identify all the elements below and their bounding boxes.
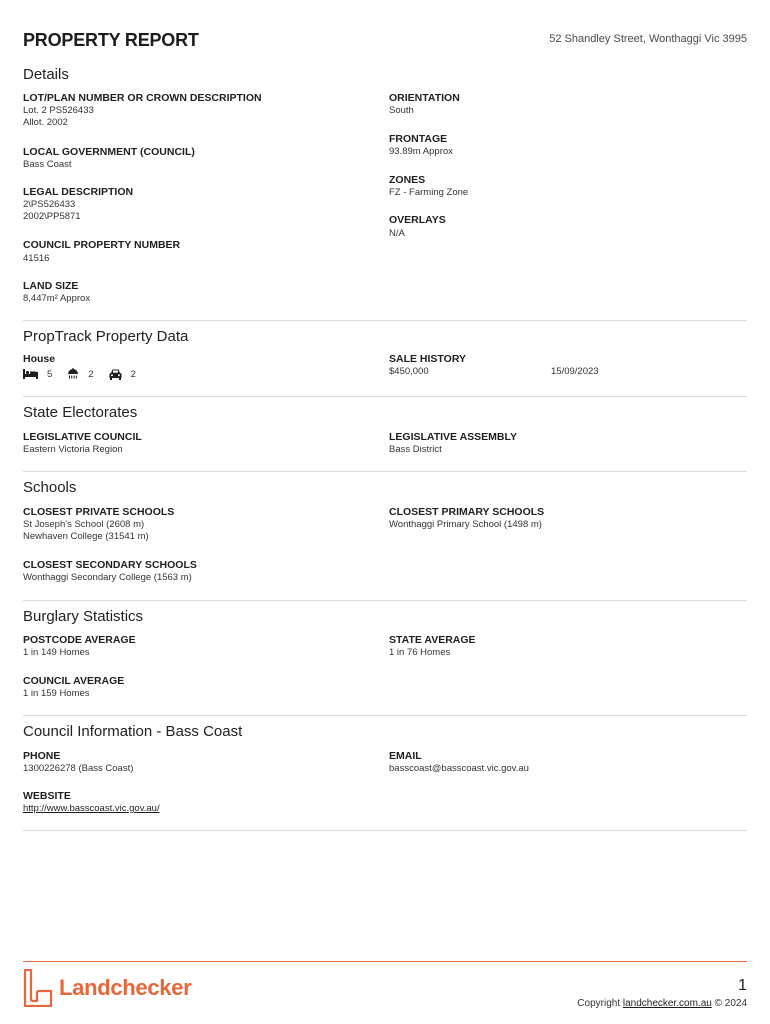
field-value: Wonthaggi Primary School (1498 m) [389, 519, 542, 530]
website-field [23, 790, 353, 815]
field-value: South [389, 105, 414, 116]
car-spaces-count: 2 [130, 368, 136, 380]
copyright-prefix: Copyright [577, 998, 623, 1009]
legislative-assembly-field [389, 431, 719, 456]
field-label: FRONTAGE [389, 133, 448, 145]
property-features [23, 368, 353, 380]
field-value: Newhaven College (31541 m) [23, 531, 149, 542]
field-value: 8,447m² Approx [23, 293, 91, 304]
field-label: PHONE [23, 750, 61, 762]
council-info-section [23, 723, 747, 830]
report-title: PROPERTY REPORT [23, 30, 199, 50]
field-value: 93.89m Approx [389, 146, 453, 157]
primary-schools-field [389, 506, 719, 531]
field-label: LOT/PLAN NUMBER OR CROWN DESCRIPTION [23, 92, 262, 104]
burglary-section [23, 608, 747, 714]
section-divider [23, 600, 747, 601]
car-icon [109, 369, 122, 380]
field-value: Wonthaggi Secondary College (1563 m) [23, 572, 192, 583]
state-average-field [389, 634, 719, 659]
field-value: St Joseph's School (2608 m) [23, 519, 145, 530]
field-label: WEBSITE [23, 790, 71, 802]
orientation-field [389, 92, 719, 117]
proptrack-section [23, 328, 747, 396]
field-value: 1 in 76 Homes [389, 647, 451, 658]
field-label: POSTCODE AVERAGE [23, 634, 136, 646]
section-title-council-info: Council Information - Bass Coast [23, 723, 243, 740]
section-divider [23, 715, 747, 716]
property-address: 52 Shandley Street, Wonthaggi Vic 3995 [549, 33, 747, 45]
field-label: CLOSEST SECONDARY SCHOOLS [23, 559, 197, 571]
bedrooms-count: 5 [47, 368, 53, 380]
phone-field [23, 750, 353, 775]
field-label: LOCAL GOVERNMENT (COUNCIL) [23, 146, 195, 158]
field-label: OVERLAYS [389, 214, 446, 226]
field-label: CLOSEST PRIMARY SCHOOLS [389, 506, 545, 518]
field-value: N/A [389, 228, 405, 239]
section-divider [23, 830, 747, 831]
car-spaces-feature [109, 369, 136, 380]
field-value: FZ - Farming Zone [389, 187, 469, 198]
field-label: ZONES [389, 174, 426, 186]
field-value: 1 in 149 Homes [23, 647, 90, 658]
section-title-schools: Schools [23, 479, 77, 496]
schools-section [23, 479, 747, 599]
field-label: COUNCIL AVERAGE [23, 675, 125, 687]
field-value: Allot. 2002 [23, 117, 68, 128]
bedrooms-feature [23, 369, 52, 380]
overlays-field [389, 214, 719, 240]
bathrooms-feature [67, 368, 93, 380]
postcode-average-field [23, 634, 353, 659]
section-divider [23, 396, 747, 397]
landchecker-logo-icon [23, 969, 53, 1007]
field-label: LEGISLATIVE COUNCIL [23, 431, 142, 443]
bed-icon [23, 369, 38, 379]
field-label: ORIENTATION [389, 92, 460, 104]
section-title-details: Details [23, 66, 69, 83]
section-title-proptrack: PropTrack Property Data [23, 328, 189, 345]
report-page [23, 0, 747, 1024]
land-size-field [23, 280, 353, 305]
field-label: LEGAL DESCRIPTION [23, 186, 134, 198]
copyright-suffix: © 2024 [711, 998, 747, 1009]
page-number: 1 [738, 977, 747, 994]
property-type-field [23, 353, 353, 380]
email-value: basscoast@basscoast.vic.gov.au [389, 763, 529, 774]
field-label: EMAIL [389, 750, 422, 762]
field-label: CLOSEST PRIVATE SCHOOLS [23, 506, 175, 518]
bath-icon [67, 368, 79, 380]
council-property-number-field [23, 239, 353, 265]
property-type-label: House [23, 353, 56, 365]
frontage-field [389, 133, 719, 158]
field-value: 1 in 159 Homes [23, 688, 90, 699]
website-link[interactable]: http://www.basscoast.vic.gov.au/ [23, 803, 160, 814]
field-value: 2\PS526433 [23, 199, 76, 210]
field-label: LAND SIZE [23, 280, 79, 292]
section-title-electorates: State Electorates [23, 404, 138, 421]
field-value: 41516 [23, 253, 50, 264]
details-section [23, 66, 747, 321]
sale-price: $450,000 [389, 366, 429, 377]
field-label: SALE HISTORY [389, 353, 467, 365]
section-divider [23, 471, 747, 472]
field-label: COUNCIL PROPERTY NUMBER [23, 239, 181, 251]
section-divider [23, 320, 747, 321]
field-value: Lot. 2 PS526433 [23, 105, 94, 116]
field-label: STATE AVERAGE [389, 634, 476, 646]
copyright-notice [577, 998, 747, 1009]
legislative-council-field [23, 431, 353, 456]
section-title-burglary: Burglary Statistics [23, 608, 144, 625]
zones-field [389, 174, 719, 199]
electorates-section [23, 404, 747, 470]
private-schools-field [23, 506, 353, 543]
copyright-link[interactable]: landchecker.com.au [622, 998, 712, 1009]
legal-description-field [23, 186, 353, 223]
footer-divider [23, 961, 747, 962]
bathrooms-count: 2 [88, 368, 94, 380]
secondary-schools-field [23, 559, 353, 584]
landchecker-logo [23, 968, 191, 1008]
council-average-field [23, 675, 353, 700]
field-value: Bass Coast [23, 159, 72, 170]
local-government-field [23, 146, 353, 171]
lot-plan-field [23, 92, 353, 129]
brand-name: Landchecker [59, 975, 192, 1000]
field-value: 2002\PP5871 [23, 211, 81, 222]
field-value: Eastern Victoria Region [23, 444, 123, 455]
email-field [389, 750, 719, 775]
sale-date: 15/09/2023 [551, 366, 599, 377]
field-label: LEGISLATIVE ASSEMBLY [389, 431, 517, 443]
phone-value: 1300226278 (Bass Coast) [23, 763, 134, 774]
report-header [23, 28, 747, 52]
sale-history-field [389, 353, 719, 378]
field-value: Bass District [389, 444, 442, 455]
